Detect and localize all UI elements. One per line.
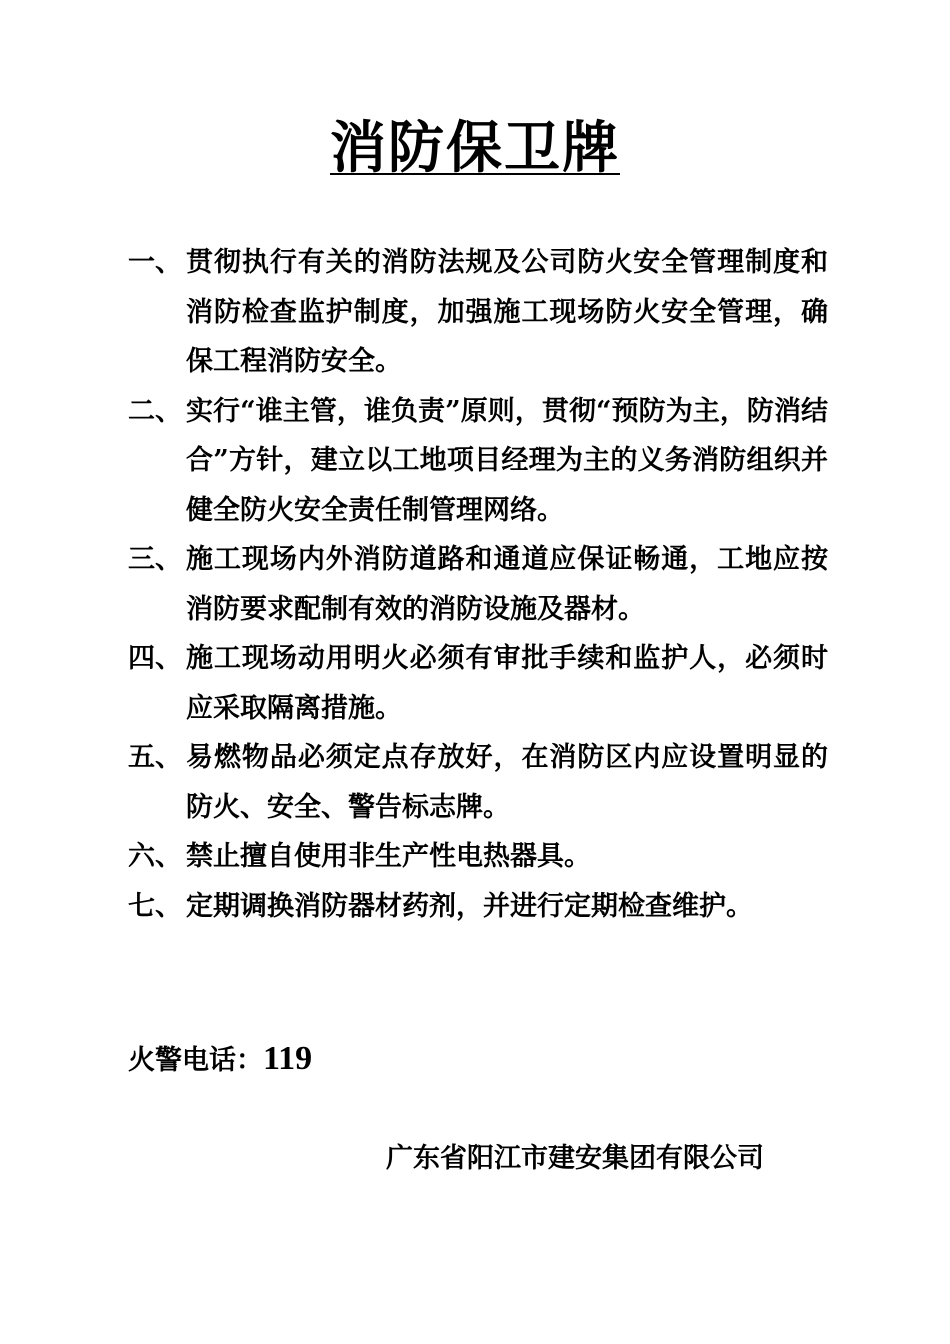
page-title: [0, 112, 950, 184]
rule-number: 一、: [128, 247, 182, 278]
hotline-number: 119: [263, 1040, 313, 1077]
rule-text: 定期调换消防器材药剂，并进行定期检查维护。: [186, 890, 753, 922]
rules-list: [128, 238, 828, 931]
rule-text: 施工现场内外消防道路和通道应保证畅通，工地应按消防要求配制有效的消防设施及器材。: [186, 544, 828, 625]
hotline-label: 火警电话：: [128, 1045, 263, 1076]
rule-item-2: [128, 387, 828, 536]
company-name: 广东省阳江市建安集团有限公司: [386, 1143, 764, 1174]
rule-number: 三、: [128, 544, 182, 575]
rule-number: 六、: [128, 841, 182, 872]
rule-number: 二、: [128, 395, 182, 427]
rule-number: 五、: [128, 742, 182, 773]
rule-item-4: [128, 634, 828, 733]
page-title-text: 消防保卫牌: [330, 115, 620, 181]
rule-text: 易燃物品必须定点存放好，在消防区内应设置明显的防火、安全、警告标志牌。: [186, 742, 828, 823]
rule-item-6: [128, 832, 828, 882]
rule-item-1: [128, 238, 828, 387]
rule-number: 七、: [128, 890, 182, 922]
fire-hotline: [128, 1034, 312, 1086]
rule-item-5: [128, 733, 828, 832]
rule-text: 施工现场动用明火必须有审批手续和监护人，必须时应采取隔离措施。: [186, 643, 828, 724]
rule-item-3: [128, 535, 828, 634]
rule-text: 禁止擅自使用非生产性电热器具。: [186, 841, 591, 872]
rule-number: 四、: [128, 643, 182, 674]
rule-text: 贯彻执行有关的消防法规及公司防火安全管理制度和消防检查监护制度，加强施工现场防火安全管理，确保工程消防安全。: [186, 247, 828, 377]
rule-item-7: [128, 882, 828, 932]
rule-text: 实行“谁主管，谁负责”原则，贯彻“预防为主，防消结合”方针，建立以工地项目经理为主的义务消防组织并健全防火安全责任制管理网络。: [186, 395, 828, 526]
